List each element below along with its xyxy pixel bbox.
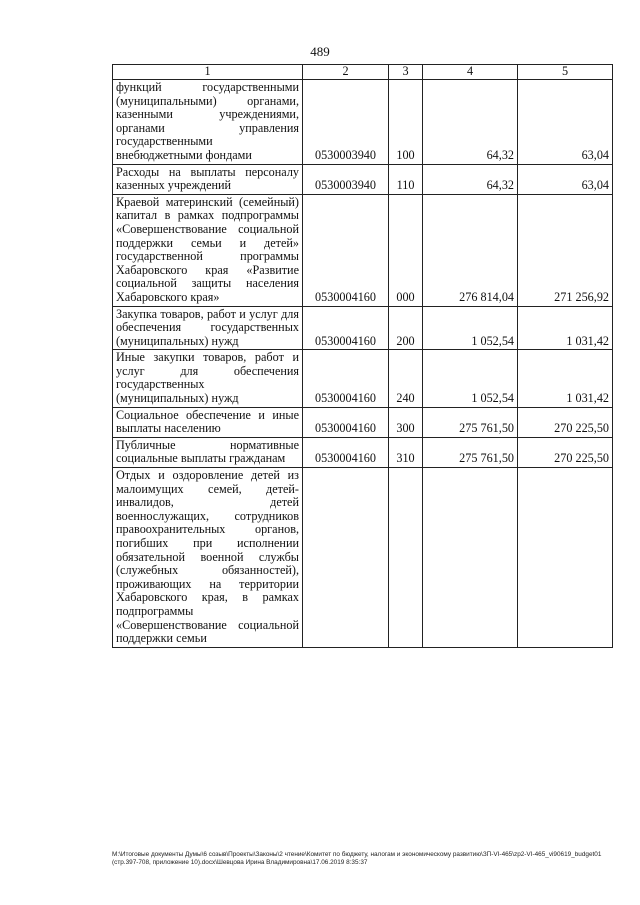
expense-kind-cell: 110 [389, 164, 423, 194]
target-code-cell: 0530004160 [303, 306, 389, 350]
target-code-cell [303, 468, 389, 648]
amount-col5-cell: 1 031,42 [518, 306, 613, 350]
file-path-footer: М:\Итоговые документы Думы\6 созыв\Проекты\Законы\2 чтение\Комитет по бюджету, налогам и экономическому развитию\ЗП-VI-465\zp2-VI-465_vi90619_budget01 (стр.397-708, приложение 10).docx\Шевцова Ирина Владимировна\17.06.2019 8:35:37 [112, 851, 602, 866]
expense-kind-cell: 240 [389, 350, 423, 407]
header-cell: 5 [518, 65, 613, 80]
amount-col4-cell: 64,32 [423, 164, 518, 194]
target-code-cell: 0530003940 [303, 80, 389, 165]
target-code-cell: 0530004160 [303, 437, 389, 467]
amount-col4-cell [423, 468, 518, 648]
table-row [113, 164, 613, 194]
table-row [113, 194, 613, 306]
amount-col5-cell: 270 225,50 [518, 407, 613, 437]
amount-col5-cell: 63,04 [518, 164, 613, 194]
budget-table [112, 64, 613, 648]
amount-col4-cell: 276 814,04 [423, 194, 518, 306]
table-header-row [113, 65, 613, 80]
expense-kind-cell: 300 [389, 407, 423, 437]
table-row [113, 350, 613, 407]
table-row [113, 468, 613, 648]
page-number: 489 [310, 44, 330, 59]
expense-name-cell: Иные закупки товаров, работ и услуг для обеспечения государственных (муниципальных) нужд [113, 350, 303, 407]
amount-col5-cell: 1 031,42 [518, 350, 613, 407]
expense-name-cell: Закупка товаров, работ и услуг для обеспечения государственных (муниципальных) нужд [113, 306, 303, 350]
amount-col4-cell: 275 761,50 [423, 437, 518, 467]
expense-kind-cell: 310 [389, 437, 423, 467]
header-cell: 2 [303, 65, 389, 80]
header-cell: 1 [113, 65, 303, 80]
target-code-cell: 0530004160 [303, 194, 389, 306]
table-row [113, 437, 613, 467]
amount-col4-cell: 1 052,54 [423, 350, 518, 407]
table-row [113, 306, 613, 350]
target-code-cell: 0530003940 [303, 164, 389, 194]
header-cell: 3 [389, 65, 423, 80]
expense-kind-cell: 100 [389, 80, 423, 165]
expense-kind-cell: 000 [389, 194, 423, 306]
expense-kind-cell [389, 468, 423, 648]
target-code-cell: 0530004160 [303, 350, 389, 407]
amount-col5-cell: 270 225,50 [518, 437, 613, 467]
amount-col5-cell: 63,04 [518, 80, 613, 165]
amount-col4-cell: 275 761,50 [423, 407, 518, 437]
expense-name-cell: Социальное обеспечение и иные выплаты населению [113, 407, 303, 437]
expense-name-cell: Публичные нормативные социальные выплаты гражданам [113, 437, 303, 467]
table-row [113, 407, 613, 437]
amount-col5-cell: 271 256,92 [518, 194, 613, 306]
expense-name-cell: Расходы на выплаты персоналу казенных учреждений [113, 164, 303, 194]
amount-col4-cell: 64,32 [423, 80, 518, 165]
target-code-cell: 0530004160 [303, 407, 389, 437]
table-row [113, 80, 613, 165]
expense-name-cell: Краевой материнский (семейный) капитал в рамках подпрограммы «Совершенствование социальной поддержки семьи и детей» государственной программы Хабаровского края «Развитие социальной защиты населения Хабаровского края» [113, 194, 303, 306]
header-cell: 4 [423, 65, 518, 80]
expense-name-cell: Отдых и оздоровление детей из малоимущих семей, детей-инвалидов, детей военнослужащих, сотрудников правоохранительных органов, погибших при исполнении обязательной военной службы (служебных обязанностей), проживающих на территории Хабаровского края, в рамках подпрограммы «Совершенствование социальной поддержки семьи [113, 468, 303, 648]
expense-name-cell: функций государственными (муниципальными) органами, казенными учреждениями, органами управления государственными внебюджетными фондами [113, 80, 303, 165]
expense-kind-cell: 200 [389, 306, 423, 350]
amount-col4-cell: 1 052,54 [423, 306, 518, 350]
amount-col5-cell [518, 468, 613, 648]
